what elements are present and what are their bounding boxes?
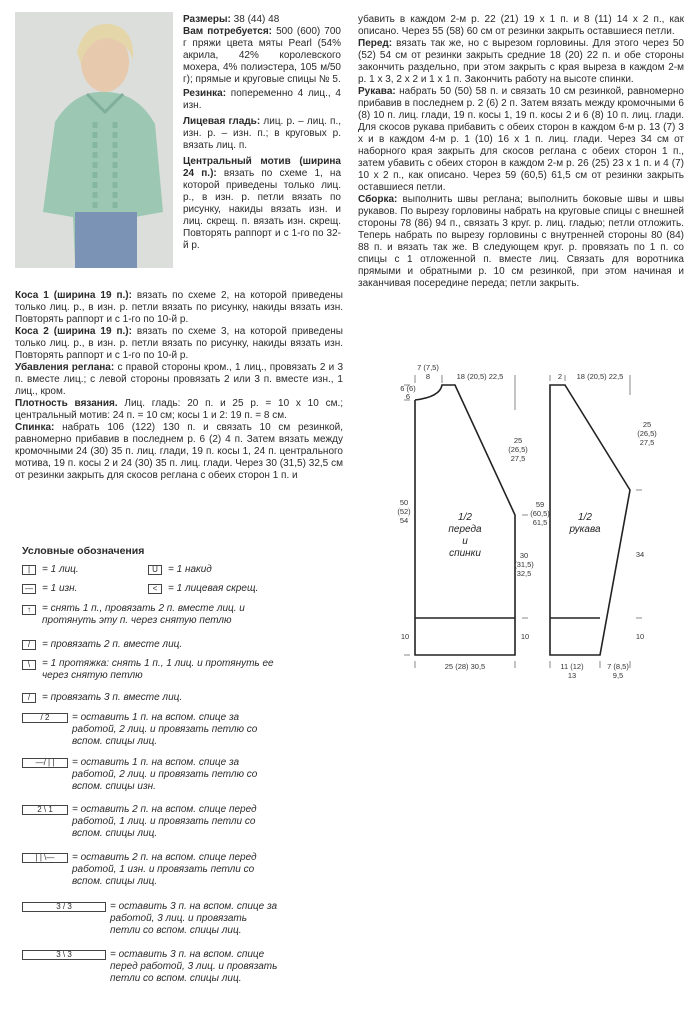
legend-title: Условные обозначения	[22, 545, 145, 557]
stst-value: лиц. р. – лиц. п., изн. р. – изн. п.; в круговых р. вязать лиц. п.	[183, 116, 342, 151]
back-value: набрать 106 (122) 130 п. и связать 10 см резинкой, равномерно прибавив в последнем р. 6 (2) 4 п. Затем вязать между кромочными 24 (30) 35 п. лиц. глади, 19 п. косы 1, 24 п. центрального мотива, 19 п. косы 2 и 24 (30) 35 п. лиц. глади. Через 30 (31,5) 32,5 см от резинки закрыть для скосов реглана с обеих сторон 1 п. и	[15, 422, 344, 481]
materials-block	[183, 14, 341, 252]
need-label: Вам потребуется:	[183, 26, 272, 37]
model-illustration	[15, 12, 173, 268]
cable2-label: Коса 2 (ширина 19 п.):	[15, 326, 132, 337]
assembly-value: выполнить швы реглана; выполнить боковые швы и швы рукавов. По вырезу горловины набрать на круговые спицы с внешней стороны 78 (86) 94 п., связать 3 круг. р. лиц. гладью; петли отложить. Теперь набрать по вырезу горловины с внутренней стороны 80 (84) 88 п. и вязать так же. В следующем круг. р. провязать по 1 п. со спицы с 1 отложенной п. вместе лиц. Связать для воротника прямыми и обратными р. 10 см резинкой, при этом начиная и заканчивая посередине переда; петли закрыть.	[358, 194, 685, 289]
legend-cable-2-1-front-purl: = оставить 2 п. на вспом. спице перед работой, 1 изн. и провязать петли со вспом. спицы лиц.	[72, 852, 257, 887]
cable-2-1-front-purl-symbol-icon: | | \—	[22, 853, 68, 863]
dim-sleeve-width-1b: 13	[567, 671, 577, 680]
dim-sleeve-length: 34	[635, 550, 645, 559]
sizes-label: Размеры:	[183, 14, 231, 25]
dim-side-1: 30	[519, 551, 529, 560]
legend-k2tog: = провязать 2 п. вместе лиц.	[42, 639, 183, 650]
legend-purl: = 1 изн.	[42, 583, 78, 594]
yarn-over-symbol-icon: U	[148, 565, 162, 575]
dim-body-width: 25 (28) 30,5	[444, 662, 486, 671]
dim-sleeve-top-1: 2	[557, 372, 563, 381]
sizes-value: 38 (44) 48	[233, 14, 280, 25]
sk2p-symbol-icon: ↑	[22, 605, 36, 615]
left-body-text	[15, 290, 343, 482]
purl-symbol-icon: —	[22, 584, 36, 594]
cable-2-1-front-symbol-icon: 2 \ 1	[22, 805, 68, 815]
cable2-value: вязать по схеме 3, на которой приведены только лиц. р., в изн. р. петли вязать по рисунку, накиды вязать изн. Повторять раппорт и с 1-го по 10-й р.	[15, 326, 343, 361]
pattern-schematic	[397, 363, 690, 685]
dim-shoulder-2: 8	[425, 372, 431, 381]
raglan-value: с правой стороны кром., 1 лиц., провязать 2 и 3 п. вместе лиц.; с левой стороны провязать 2 или 3 п. вместе изн., 1 лиц., кром.	[15, 362, 344, 397]
dim-shoulder-1: 7 (7,5)	[417, 363, 439, 372]
dim-sleeve-top-2: 18 (20,5) 22,5	[576, 372, 624, 381]
center-label: Центральный мотив (ширина 24 п.):	[183, 156, 341, 179]
dim-height-2: (52)	[397, 507, 411, 516]
k2tog-symbol-icon: /	[22, 640, 36, 650]
legend-k3tog: = провязать 3 п. вместе лиц.	[42, 692, 183, 703]
dim-neck-1: 6 (6)	[400, 384, 416, 393]
dim-side-3: 32,5	[516, 569, 532, 578]
stst-label: Лицевая гладь:	[183, 116, 261, 127]
dim-raglan-2: (26,5)	[508, 445, 528, 454]
gauge-label: Плотность вязания.	[15, 398, 118, 409]
front-label: Перед:	[358, 38, 393, 49]
legend-sk2p: = снять 1 п., провязать 2 п. вместе лиц. и протянуть эту п. через снятую петлю	[42, 603, 245, 626]
dim-rib-right: 10	[520, 632, 530, 641]
dim-raglan-3: 27,5	[510, 454, 526, 463]
back-label: Спинка:	[15, 422, 55, 433]
back-continued: убавить в каждом 2-м р. 22 (21) 19 х 1 п. и 8 (11) 14 х 2 п., как описано. Через 55 (58) 60 см от резинки закрыть оставшиеся петли.	[358, 14, 684, 37]
dim-sleeve-raglan-3: 27,5	[639, 438, 655, 447]
dim-side-2: (31,5)	[514, 560, 534, 569]
cable-1-2-back-symbol-icon: / 2	[22, 713, 68, 723]
right-body-text	[358, 14, 684, 290]
dim-height-1: 50	[399, 498, 409, 507]
sleeves-label: Рукава:	[358, 86, 396, 97]
sleeve-piece-label-1: 1/2	[578, 512, 592, 523]
sleeve-piece-label-2: рукава	[569, 524, 601, 535]
model-photo	[15, 12, 173, 268]
front-value: вязать так же, но с вырезом горловины. Для этого через 50 (52) 54 см от резинки закрыть средние 18 (20) 22 п. и обе стороны закончить раздельно, при этом закрыть с края выреза в каждом 2-м р. 1 х 3, 2 х 2 и 1 х 1 п. Закончить работу на высоте спинки.	[358, 38, 684, 85]
cable1-value: вязать по схеме 2, на которой приведены только лиц. р., в изн. р. петли вязать по рисунку, накиды вязать изн. Повторять раппорт и с 1-го по 10-й р.	[15, 290, 343, 325]
need-value: 500 (600) 700 г пряжи цвета мяты Pearl (54% акрила, 42% королевского мохера, 4% полиэстера, 105 м/50 г); прямые и круговые спицы № 5.	[183, 26, 341, 85]
legend-cable-3-3-front: = оставить 3 п. на вспом. спице перед работой, 3 лиц. и провязать петли со вспом. спицы лиц.	[110, 949, 278, 984]
k3tog-symbol-icon: /	[22, 693, 36, 703]
dim-sleeve-height-2: (60,5)	[530, 509, 550, 518]
center-value: вязать по схеме 1, на которой приведены только лиц. р., в изн. р. петли вязать по рисунку, накиды вязать изн. и лиц. скрещ. п. вязать изн. скрещ. Повторять раппорт и с 1-го по 32-й р.	[183, 168, 342, 251]
legend-cable-3-3-back: = оставить 3 п. на вспом. спице за работой, 3 лиц. и провязать петли со вспом. спицы лиц.	[110, 901, 278, 936]
dim-top-width: 18 (20,5) 22,5	[456, 372, 504, 381]
dim-sleeve-height-3: 61,5	[532, 518, 548, 527]
body-piece-label-4: спинки	[449, 548, 481, 559]
cable-3-3-back-symbol-icon: 3 / 3	[22, 902, 106, 912]
dim-neck-2: 6	[405, 392, 411, 401]
legend-cable-2-1-front: = оставить 2 п. на вспом. спице перед работой, 1 лиц. и провязать петли со вспом. спицы лиц.	[72, 804, 257, 839]
dim-sleeve-raglan-2: (26,5)	[637, 429, 657, 438]
body-piece-label-3: и	[462, 536, 468, 547]
raglan-label: Убавления реглана:	[15, 362, 115, 373]
legend-twisted-knit: = 1 лицевая скрещ.	[168, 583, 259, 594]
cable-1-2-back-purl-symbol-icon: —/ | |	[22, 758, 68, 768]
ssk-symbol-icon: \	[22, 660, 36, 670]
twisted-knit-symbol-icon: <	[148, 584, 162, 594]
body-piece-label-2: переда	[448, 524, 482, 535]
dim-rib-left: 10	[400, 632, 410, 641]
assembly-label: Сборка:	[358, 194, 398, 205]
gauge-value: Лиц. гладь: 20 п. и 25 р. = 10 х 10 см.; центральный мотив: 24 п. = 10 см; косы 1 и 2: 19 п. = 8 см.	[15, 398, 344, 421]
legend-yarn-over: = 1 накид	[168, 564, 212, 575]
rib-value: попеременно 4 лиц., 4 изн.	[183, 88, 341, 111]
legend-cable-1-2-back-purl: = оставить 1 п. на вспом. спице за работой, 2 лиц. и провязать петлю со вспом. спицы изн.	[72, 757, 258, 792]
knit-symbol-icon: |	[22, 565, 36, 575]
legend-cable-1-2-back: = оставить 1 п. на вспом. спице за работой, 2 лиц. и провязать петлю со вспом. спицы лиц.	[72, 712, 258, 747]
dim-height-3: 54	[399, 516, 409, 525]
dim-sleeve-height-1: 59	[535, 500, 545, 509]
dim-raglan-1: 25	[513, 436, 523, 445]
legend-ssk: = 1 протяжка: снять 1 п., 1 лиц. и протянуть ее через снятую петлю	[42, 658, 274, 681]
cable-3-3-front-symbol-icon: 3 \ 3	[22, 950, 106, 960]
rib-label: Резинка:	[183, 88, 227, 99]
sleeves-value: набрать 50 (50) 58 п. и связать 10 см резинкой, равномерно прибавив в последнем р. 2 (6) 2 п. Затем вязать между кромочными 6 (8) 10 п. лиц. глади, 19 п. косы 1, 19 п. косы 2 и 6 (8) 10 п. лиц. глади. Для скосов рукава прибавить с обеих сторон в каждом 6-м р. 13 (7) 3 х и в каждом 4-м р. 1 (10) 16 х 1 п. лиц. глади. Через 34 см от наборного края закрыть для скосов реглана с обеих сторон 1 п., затем убавить с обеих сторон в каждом 2-м р. 26 (25) 23 х 1 п. и 4 (7) 10 х 2 п., как описано. Через 59 (60,5) 61,5 см от резинки закрыть оставшиеся петли.	[358, 86, 684, 193]
dim-sleeve-raglan-1: 25	[642, 420, 652, 429]
body-piece-label-1: 1/2	[458, 512, 472, 523]
legend-knit: = 1 лиц.	[42, 564, 79, 575]
dim-sleeve-width-1a: 11 (12)	[560, 662, 584, 671]
cable1-label: Коса 1 (ширина 19 п.):	[15, 290, 132, 301]
dim-sleeve-width-2a: 7 (8,5)	[607, 662, 629, 671]
dim-sleeve-width-2b: 9,5	[612, 671, 624, 680]
dim-sleeve-rib: 10	[635, 632, 645, 641]
